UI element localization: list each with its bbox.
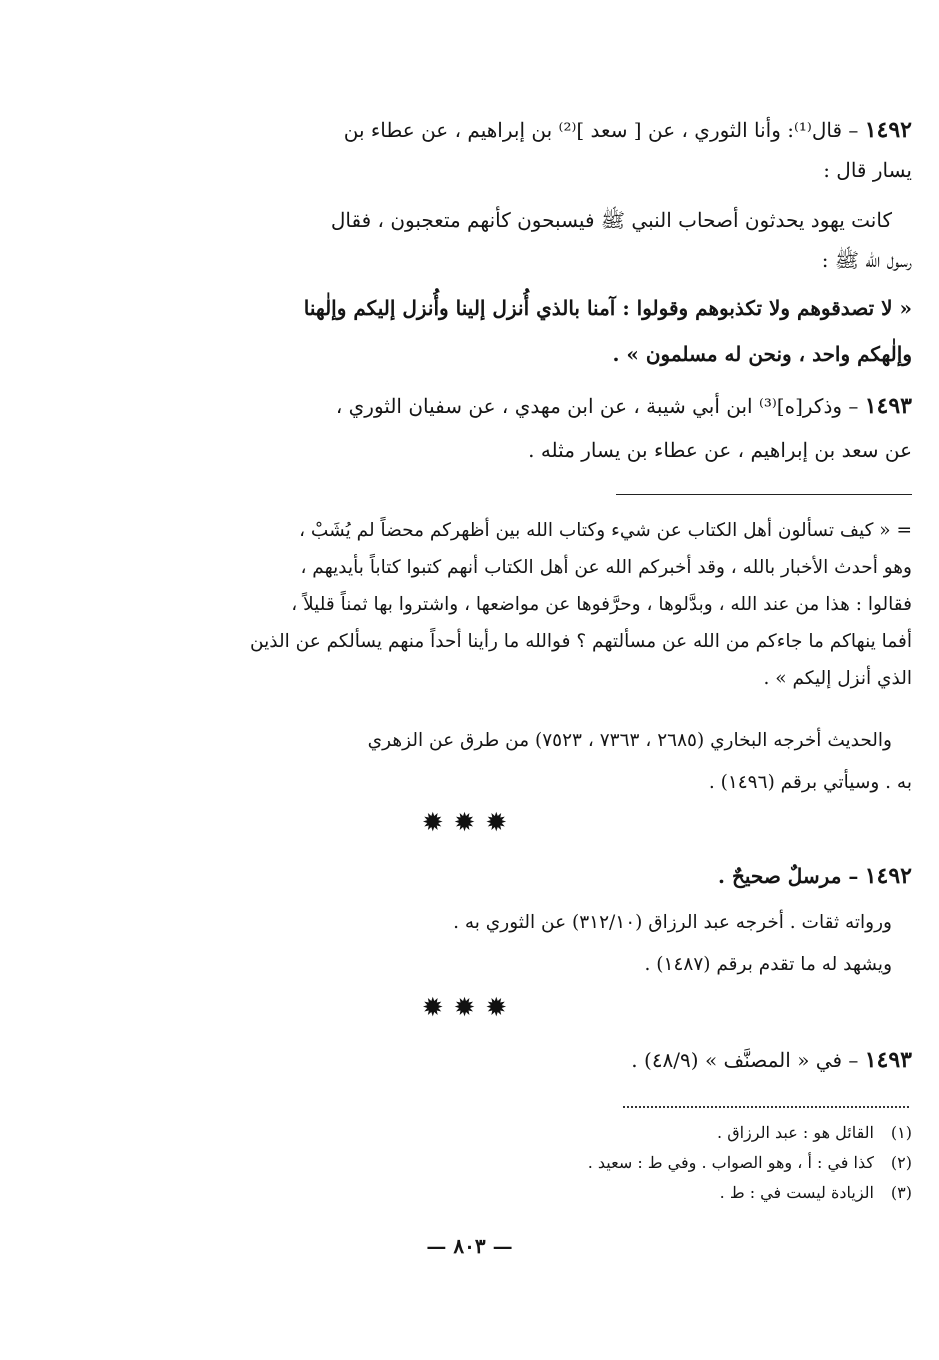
footnote-number: (١) [890, 1123, 912, 1142]
footnote-1 [219, 1120, 912, 1146]
commentary-line-5: الذي أنزل إليكم » . [763, 668, 912, 689]
hadith-chain: – وذكر[ه]⁽³⁾ ابن أبي شيبة ، عن ابن مهدي ، عن سفيان الثوري ، [335, 394, 859, 418]
source-reference: – في « المصنَّف » (٤٨/٩) . [631, 1048, 859, 1072]
hadith-chain: – قال⁽¹⁾: وأنا الثوري ، عن [ سعد ]⁽²⁾ بن إبراهيم ، عن عطاء بن [343, 118, 859, 142]
footnote-text: كذا في : أ ، وهو الصواب . وفي ط : سعيد . [587, 1153, 874, 1172]
commentary-line-2: وهو أحدث الأخبار بالله ، وقد أخبركم الله عن أهل الكتاب أنهم كتبوا كتاباً بأيديهم ، [300, 557, 912, 578]
grading-1492-line-2: ويشهد له ما تقدم برقم (١٤٨٧) . [644, 954, 892, 975]
footnote-text: الزيادة ليست في : ط . [719, 1183, 874, 1202]
separator-stars: ✹✹✹ [421, 808, 518, 838]
bukhari-line-1: والحديث أخرجه البخاري (٢٦٨٥ ، ٧٣٦٣ ، ٧٥٢٣) من طرق عن الزهري [367, 730, 892, 751]
bukhari-line-2: به . وسيأتي برقم (١٤٩٦) . [708, 772, 912, 793]
page-number: — ٨٠٣ — [426, 1234, 513, 1258]
footnote-divider [623, 1106, 909, 1108]
hadith-number: ١٤٩٢ [864, 117, 912, 143]
footnote-3 [219, 1180, 912, 1206]
commentary-line-4: أفما ينهاكم ما جاءكم من الله عن مسألتهم ؟ فوالله ما رأينا أحداً منهم يسألكم عن الذين [250, 631, 912, 652]
prophetic-quote-line-1: « لا تصدقوهم ولا تكذبوهم وقولوا : آمنا بالذي أُنزل إلينا وأُنزل إليكم وإلٰهنا [303, 296, 912, 320]
hadith-1492-line-2: يسار قال : [823, 158, 912, 182]
hadith-1493-line-1 [219, 386, 912, 426]
grading-title: – مرسلٌ صحيحٌ . [718, 864, 859, 888]
grading-1492-line-1: ورواته ثقات . أخرجه عبد الرزاق (٣١٢/١٠) عن الثوري به . [453, 912, 892, 933]
footnote-number: (٢) [890, 1153, 912, 1172]
separator-stars: ✹✹✹ [421, 993, 518, 1023]
hadith-1492-line-1 [219, 110, 912, 150]
commentary-line-3: فقالوا : هذا من عند الله ، وبدَّلوها ، وحرَّفوها عن مواضعها ، واشتروا بها ثمناً قليلاً ، [291, 594, 912, 615]
section-divider [616, 494, 912, 495]
commentary-line-1: = « كيف تسألون أهل الكتاب عن شيء وكتاب الله بين أظهركم محضاً لم يُشَبْ ، [299, 520, 912, 541]
prophetic-quote-line-2: وإلٰهكم واحد ، ونحن له مسلمون » . [612, 342, 912, 366]
grading-1493 [219, 1040, 912, 1080]
hadith-1493-line-2: عن سعد بن إبراهيم ، عن عطاء بن يسار مثله . [528, 438, 912, 462]
hadith-number: ١٤٩٣ [864, 393, 912, 419]
footnote-number: (٣) [890, 1183, 912, 1202]
hadith-number: ١٤٩٣ [864, 1047, 912, 1073]
footnote-2 [219, 1150, 912, 1176]
grading-1492 [219, 856, 912, 896]
narration-line-1: كانت يهود يحدثون أصحاب النبي ﷺ فيسبحون كأنهم متعجبون ، فقال [330, 208, 892, 232]
hadith-number: ١٤٩٢ [864, 863, 912, 889]
footnote-text: القائل هو : عبد الرزاق . [717, 1123, 874, 1142]
narration-line-2: رسول الله ﷺ : [821, 248, 912, 272]
